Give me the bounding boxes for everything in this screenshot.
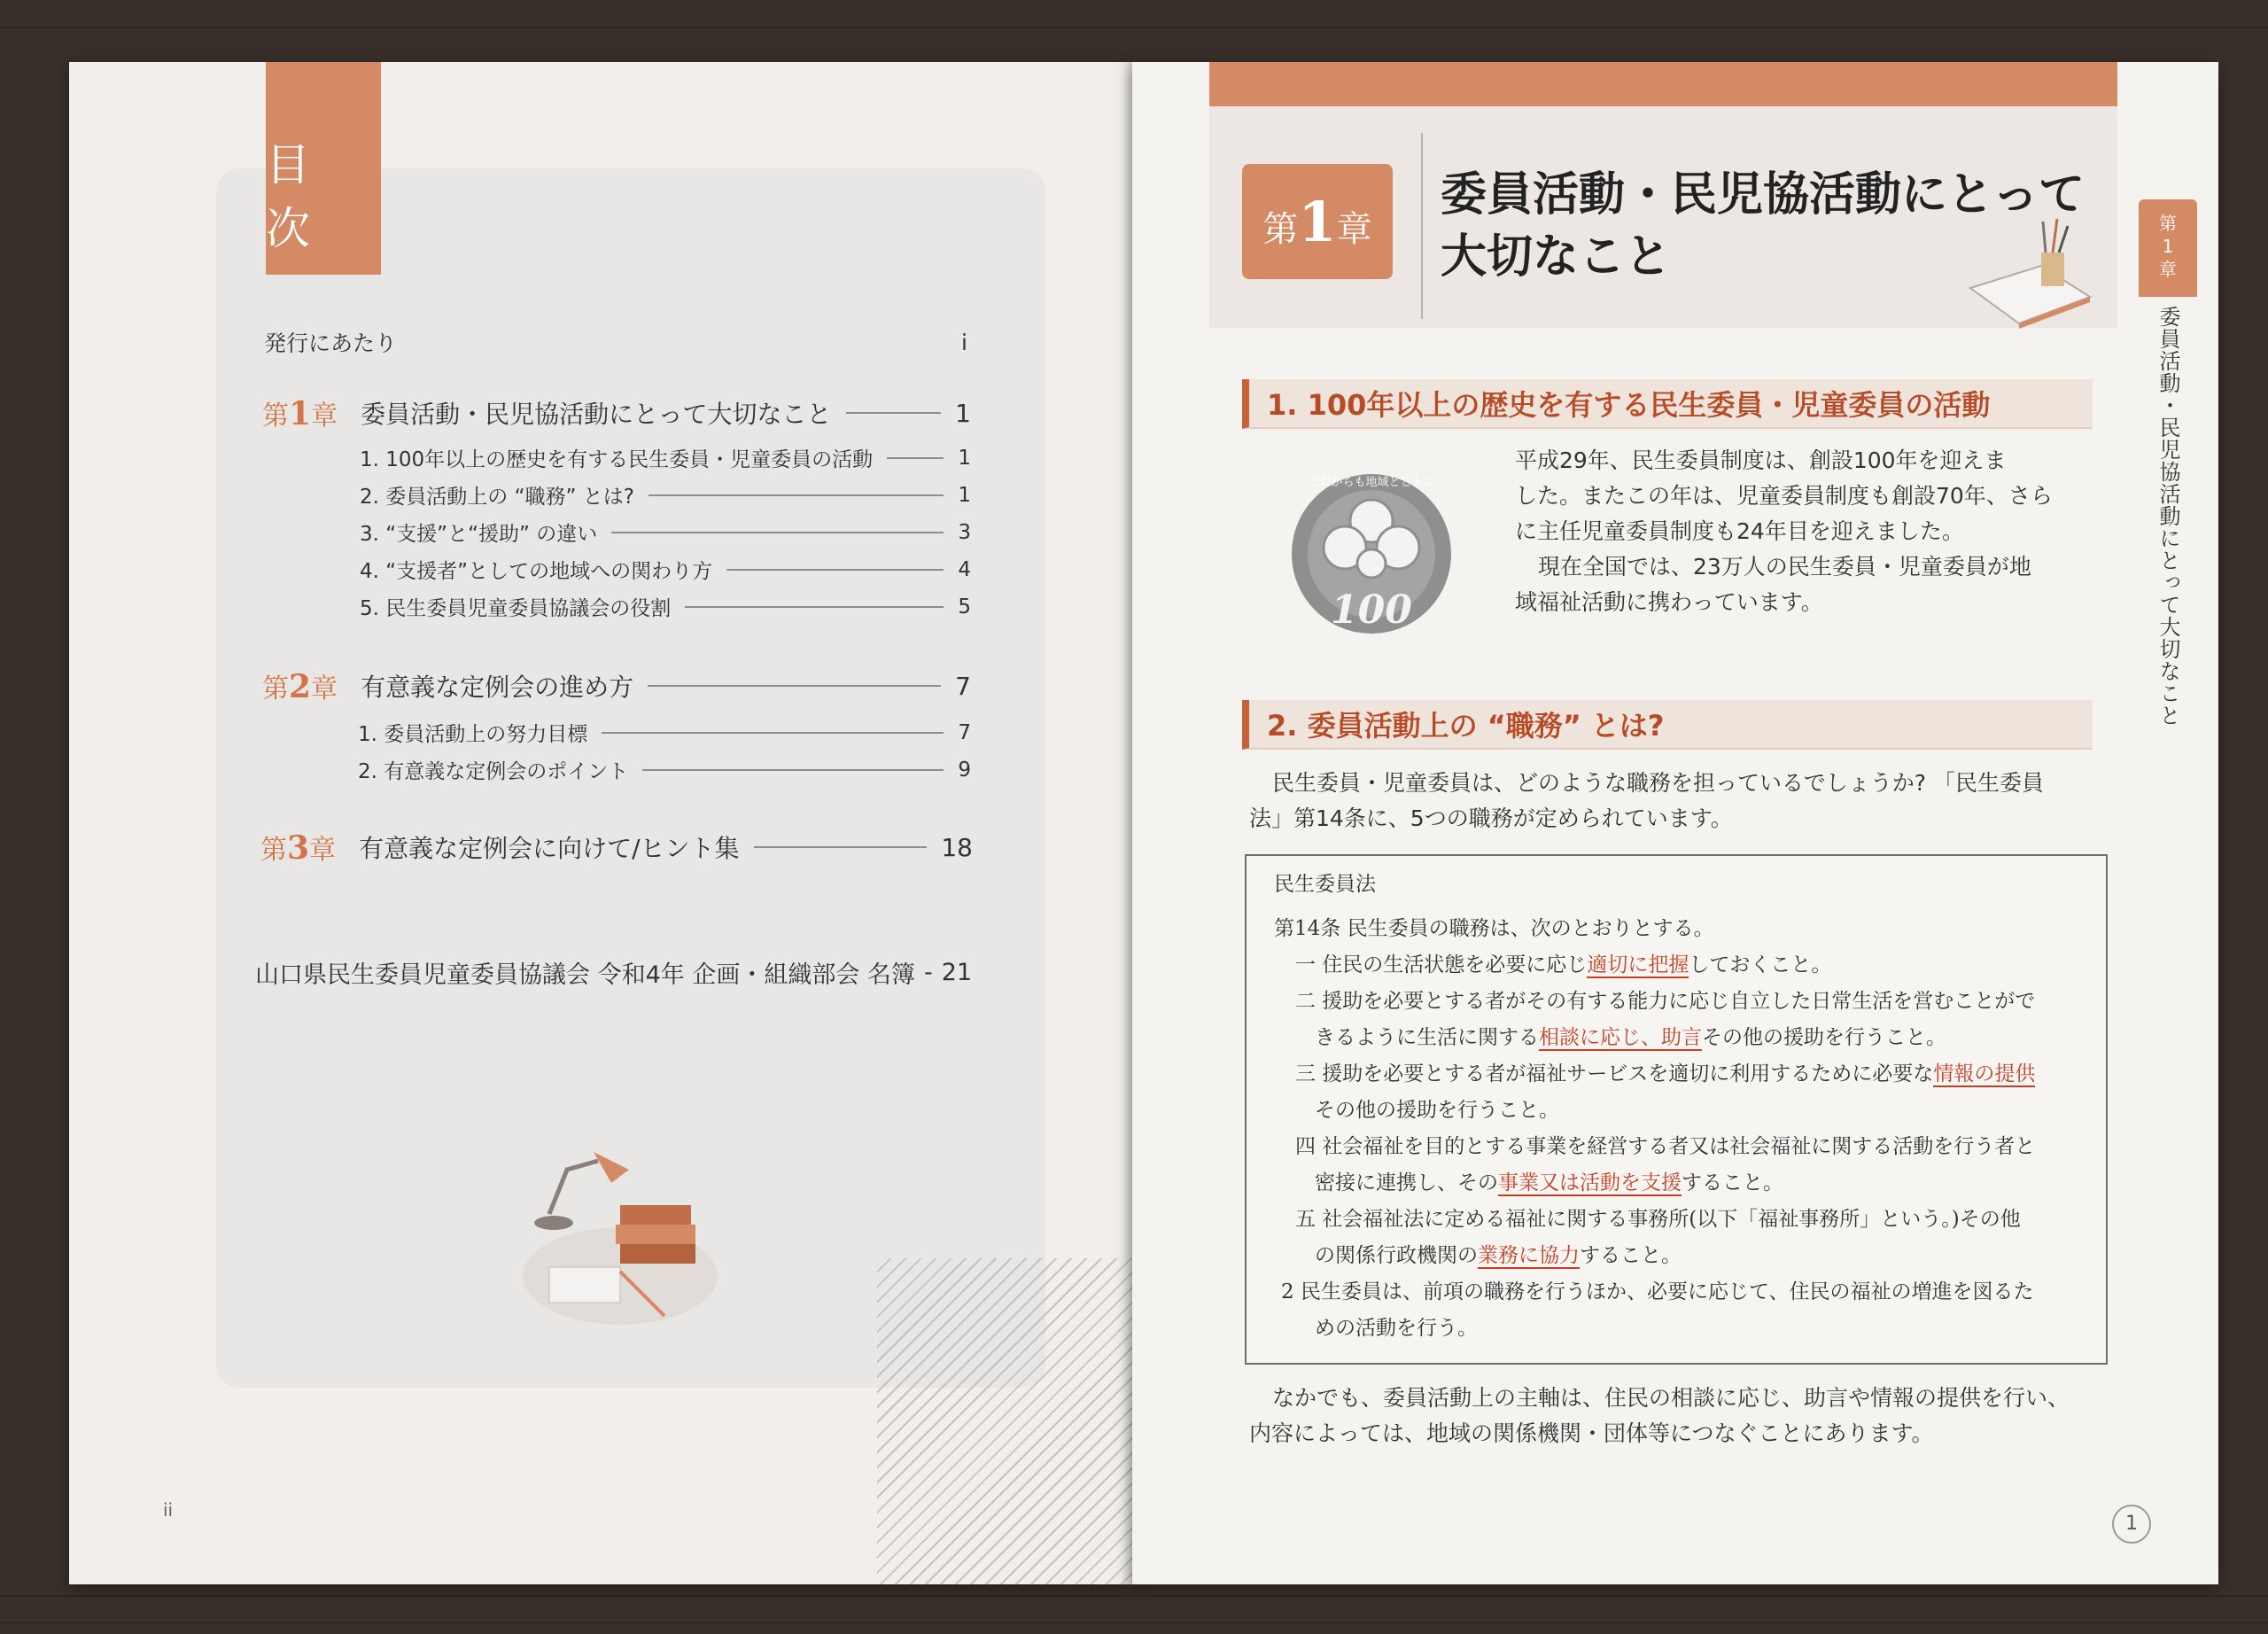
toc-chapter-1[interactable] bbox=[262, 393, 971, 432]
leader-line bbox=[648, 685, 941, 687]
section-2-heading: 2. 委員活動上の “職務” とは? bbox=[1242, 700, 2093, 750]
toc-intro-page: i bbox=[961, 329, 967, 355]
toc-item-page: 9 bbox=[958, 758, 971, 782]
chapter-title: 有意義な定例会の進め方 bbox=[361, 673, 634, 702]
toc-item-label: 5. 民生委員児童委員協議会の役割 bbox=[360, 597, 672, 620]
leader-line bbox=[642, 769, 944, 771]
section-1-heading: 1. 100年以上の歴史を有する民生委員・児童委員の活動 bbox=[1242, 379, 2093, 429]
svg-text:100: 100 bbox=[1331, 587, 1412, 633]
decorative-hatch bbox=[877, 1258, 1134, 1584]
side-chapter-title: 委員活動・民児協活動にとって大切なこと bbox=[2155, 306, 2180, 727]
page-number-right: 1 bbox=[2112, 1505, 2151, 1544]
toc-item-label: 2. 有意義な定例会のポイント bbox=[358, 760, 629, 783]
law-text: 第14条 民生委員の職務は、次のとおりとする。 一 住民の生活状態を必要に応じ適切に把握しておくこと。 二 援助を必要とする者がその有する能力に応じ自立した日常生活を営むことがで きるように生活に関する相談に応じ、助言その他の援助を行うこと。 三 援助を必要とする者が福祉サービスを適切に利用するために必要な情報の提供 その他の援助を行うこと。 四 社会福祉を目的とする事業を経営する者又は社会福祉に関する活動を行う者と 密接に連携し、その事業又は活動を支援すること。 五 社会福祉法に定める福祉に関する事務所(以下「福祉事務所」という。)その他 の関係行政機関の業務に協力すること。 2 民生委員は、前項の職務を行うほか、必要に応じて、住民の福祉の増進を図るた めの活動を行う。 bbox=[1274, 917, 2036, 1340]
svg-text:これからも地域とともに: これからも地域とともに bbox=[1308, 476, 1435, 489]
toc-item-label: 1. 委員活動上の努力目標 bbox=[358, 723, 588, 746]
leader-line bbox=[685, 606, 944, 608]
chapter-page: 18 bbox=[941, 832, 973, 862]
highlight: 相談に応じ、助言 bbox=[1539, 1026, 1702, 1049]
chapter-page: 1 bbox=[955, 398, 971, 428]
law-title: 民生委員法 bbox=[1274, 873, 1376, 896]
toc-chapter-2[interactable] bbox=[262, 666, 971, 705]
leader-line bbox=[726, 569, 944, 571]
leader-line bbox=[846, 412, 942, 414]
leader-line bbox=[649, 494, 944, 496]
toc-chapter-3[interactable] bbox=[260, 828, 973, 867]
toc-item-label: 3. “支援”と“援助” の違い bbox=[360, 523, 598, 546]
toc-title: 目 次 bbox=[266, 139, 322, 254]
highlight: 事業又は活動を支援 bbox=[1498, 1171, 1682, 1194]
roster-label: 山口県民生委員児童委員協議会 令和4年 企画・組織部会 名簿 bbox=[255, 961, 915, 989]
toc-roster-row[interactable]: 山口県民生委員児童委員協議会 令和4年 企画・組織部会 名簿 - 21 bbox=[255, 955, 982, 990]
toc-item[interactable] bbox=[191, 555, 971, 584]
chapter-number: 第1章 bbox=[262, 395, 338, 432]
toc-intro-label: 発行にあたり bbox=[264, 331, 398, 356]
toc-item[interactable] bbox=[190, 718, 971, 747]
chapter-number: 第3章 bbox=[260, 829, 337, 867]
chapter-badge: 第1章 bbox=[1242, 164, 1393, 279]
title-divider bbox=[1421, 133, 1423, 319]
toc-item[interactable] bbox=[191, 480, 971, 510]
toc-item[interactable] bbox=[191, 517, 971, 547]
header-band bbox=[1209, 62, 2117, 106]
highlight: 業務に協力 bbox=[1478, 1244, 1580, 1267]
toc-intro-row[interactable] bbox=[264, 326, 967, 358]
toc-item-page: 4 bbox=[958, 557, 971, 581]
toc-item[interactable] bbox=[191, 592, 971, 621]
toc-item-page: 7 bbox=[958, 720, 971, 744]
toc-item-label: 2. 委員活動上の “職務” とは? bbox=[360, 486, 634, 509]
toc-item-page: 1 bbox=[958, 483, 971, 507]
side-chapter-tab[interactable]: 第 1 章 bbox=[2139, 199, 2197, 297]
chapter-page: 7 bbox=[955, 671, 971, 701]
leader-line bbox=[754, 846, 928, 848]
toc-item-page: 1 bbox=[958, 446, 971, 470]
toc-item-label: 1. 100年以上の歴史を有する民生委員・児童委員の活動 bbox=[360, 448, 874, 471]
toc-title-tab bbox=[266, 62, 381, 275]
chapter-number: 第2章 bbox=[262, 668, 338, 705]
centennial-seal-logo bbox=[1290, 459, 1453, 649]
section-2-closing: なかでも、委員活動上の主軸は、住民の相談に応じ、助言や情報の提供を行い、 内容によっては、地域の関係機関・団体等につなぐことにあります。 bbox=[1249, 1385, 2070, 1446]
leader-line bbox=[602, 732, 944, 734]
highlight: 適切に把握 bbox=[1587, 953, 1689, 977]
toc-item[interactable] bbox=[190, 755, 971, 784]
section-1-text: 平成29年、民生委員制度は、創設100年を迎えま した。またこの年は、児童委員制度も創設70年、さら に主任児童委員制度も24年目を迎えました。 現在全国では、23万人の民生委員・児童委員が地 域福祉活動に携わっています。 bbox=[1515, 447, 2053, 615]
highlight: 情報の提供 bbox=[1933, 1062, 2036, 1085]
roster-page: 21 bbox=[941, 959, 973, 986]
chapter-title: 委員活動・民児協活動にとって大切なこと bbox=[361, 400, 832, 429]
chapter-title: 委員活動・民児協活動にとって 大切なこと bbox=[1441, 168, 2085, 284]
leader-line bbox=[611, 532, 944, 533]
toc-item[interactable] bbox=[191, 443, 971, 472]
leader-line bbox=[887, 457, 944, 459]
lamp-books-illustration bbox=[514, 1134, 718, 1329]
page-number-left: ii bbox=[163, 1499, 174, 1521]
chapter-title: 有意義な定例会に向けて/ヒント集 bbox=[359, 834, 740, 863]
section-2-intro: 民生委員・児童委員は、どのような職務を担っているでしょうか? 「民生委員 法」第14条に、5つの職務が定められています。 bbox=[1249, 770, 2044, 831]
notebook-pencil-icon bbox=[1961, 217, 2094, 332]
toc-item-label: 4. “支援者”としての地域への関わり方 bbox=[360, 560, 713, 583]
toc-item-page: 3 bbox=[958, 520, 971, 544]
toc-item-page: 5 bbox=[958, 595, 971, 619]
